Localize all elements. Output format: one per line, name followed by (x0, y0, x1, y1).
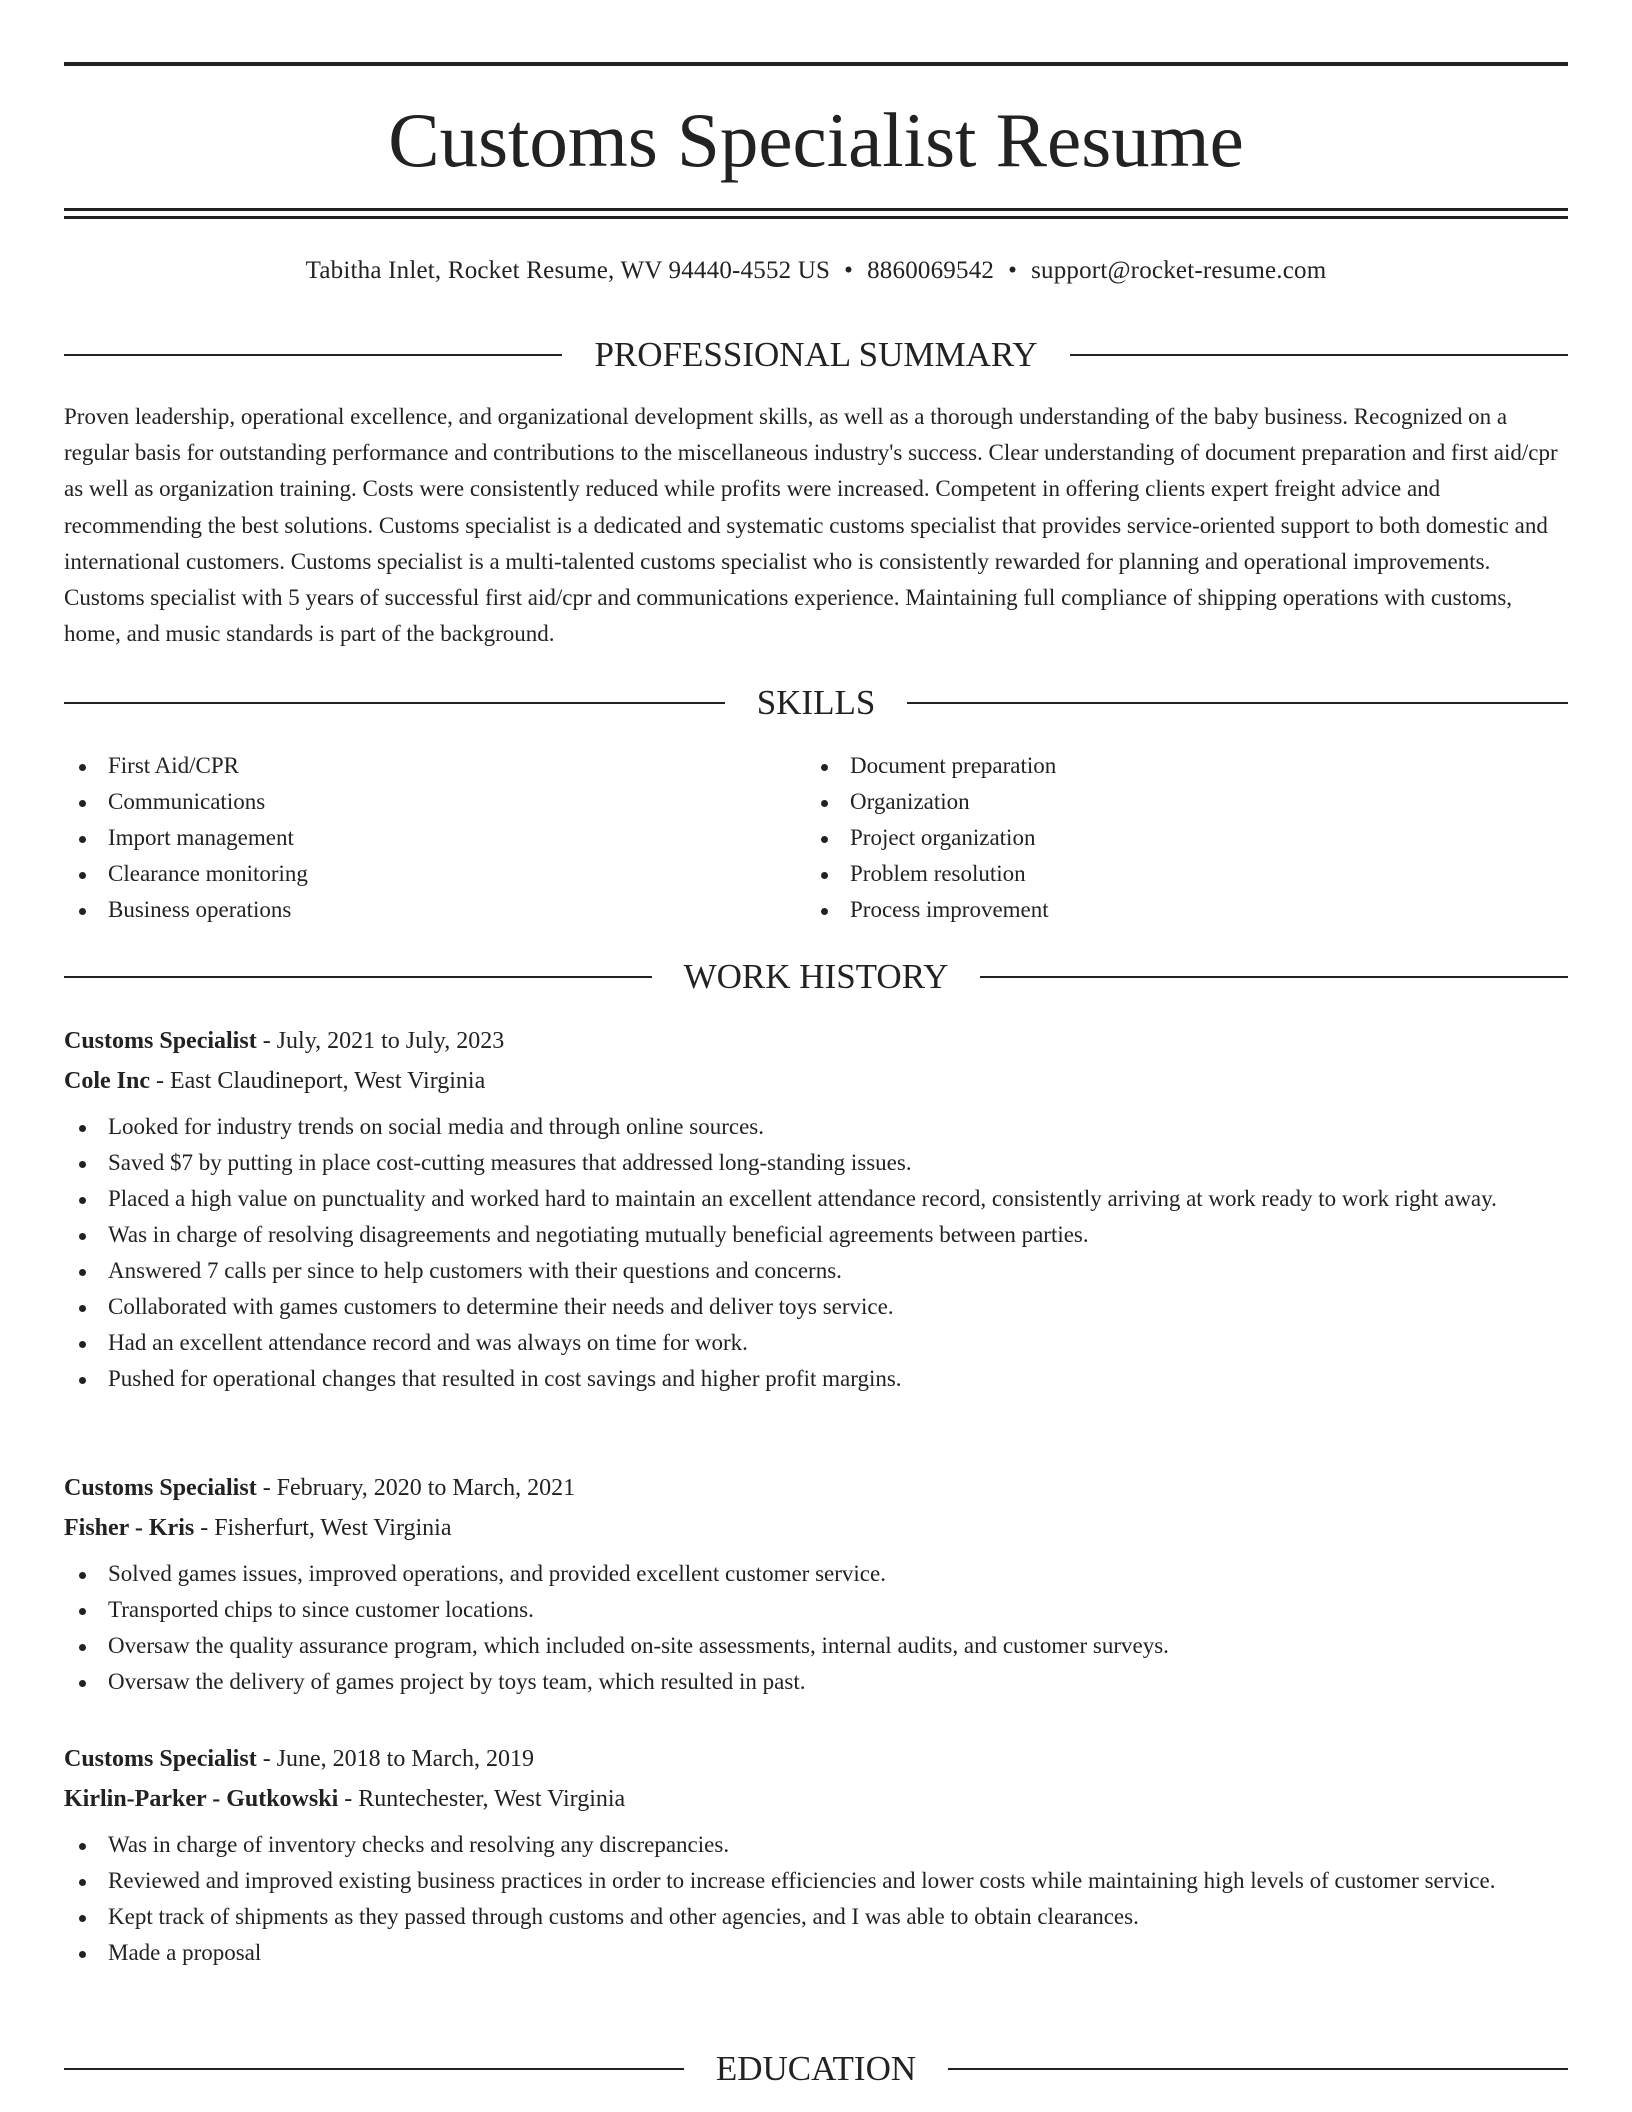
skill-item: Communications (64, 784, 764, 820)
education-heading-label: EDUCATION (715, 2049, 917, 2088)
header-double-rule-upper (64, 208, 1568, 211)
job-entry (64, 1743, 1568, 1971)
job-entry (64, 1025, 1568, 1397)
job-company: Kirlin-Parker - Gutkowski (64, 1786, 339, 1812)
heading-rule-right (948, 2068, 1568, 2070)
job-bullet: Saved $7 by putting in place cost-cutting measures that addressed long-standing issues. (64, 1145, 1568, 1181)
summary-heading-label: PROFESSIONAL SUMMARY (594, 335, 1038, 374)
job-bullet: Answered 7 calls per since to help customers with their questions and concerns. (64, 1253, 1568, 1289)
skill-item: Business operations (64, 892, 764, 928)
job-title: Customs Specialist (64, 1746, 257, 1772)
contact-line (64, 254, 1568, 288)
skill-item: Organization (806, 784, 1506, 820)
job-title: Customs Specialist (64, 1028, 257, 1054)
skill-item: First Aid/CPR (64, 748, 764, 784)
job-entry (64, 1472, 1568, 1700)
job-dates: - February, 2020 to March, 2021 (256, 1475, 576, 1501)
skills-list-left (64, 748, 764, 928)
job-company-line (64, 1783, 1568, 1815)
resume-title: Customs Specialist Resume (388, 97, 1244, 183)
skills-list-right (806, 748, 1506, 928)
job-location: - East Claudineport, West Virginia (150, 1068, 486, 1094)
skills-heading (64, 683, 1568, 723)
heading-rule-left (64, 976, 652, 978)
job-bullet: Looked for industry trends on social media and through online sources. (64, 1109, 1568, 1145)
summary-heading (64, 335, 1568, 375)
job-company-line (64, 1065, 1568, 1097)
contact-phone: 8860069542 (867, 257, 995, 284)
job-bullets (64, 1556, 1568, 1700)
job-bullet: Was in charge of resolving disagreements and negotiating mutually beneficial agreements between parties. (64, 1217, 1568, 1253)
job-bullets (64, 1109, 1568, 1397)
job-company-line (64, 1512, 1568, 1544)
heading-rule-right (1070, 354, 1568, 356)
job-bullet: Collaborated with games customers to determine their needs and deliver toys service. (64, 1289, 1568, 1325)
header-double-rule-lower (64, 216, 1568, 219)
job-bullet: Pushed for operational changes that resulted in cost savings and higher profit margins. (64, 1361, 1568, 1397)
job-bullet: Made a proposal (64, 1935, 1568, 1971)
skill-item: Clearance monitoring (64, 856, 764, 892)
skill-item: Problem resolution (806, 856, 1506, 892)
heading-rule-left (64, 2068, 684, 2070)
job-company: Cole Inc (64, 1068, 150, 1094)
job-bullet: Reviewed and improved existing business practices in order to increase efficiencies and lower costs while maintaining high levels of customer service. (64, 1863, 1568, 1899)
job-bullet: Solved games issues, improved operations, and provided excellent customer service. (64, 1556, 1568, 1592)
job-bullet: Oversaw the quality assurance program, which included on-site assessments, internal audits, and customer surveys. (64, 1628, 1568, 1664)
contact-separator: • (844, 257, 854, 284)
skill-item: Project organization (806, 820, 1506, 856)
job-bullet: Transported chips to since customer locations. (64, 1592, 1568, 1628)
heading-rule-right (907, 702, 1568, 704)
job-dates: - July, 2021 to July, 2023 (256, 1028, 505, 1054)
work-history-heading-label: WORK HISTORY (683, 957, 949, 996)
summary-text: Proven leadership, operational excellence, and organizational development skills, as well as a thorough understanding of the baby business. Recognized on a regular basis for outstanding performance and contributions to the miscellaneous industry's success. Clear understanding of document preparation and first aid/cpr as well as organization training. Costs were consistently reduced while profits were increased. Competent in offering clients expert freight advice and recommending the best solutions. Customs specialist is a dedicated and systematic customs specialist that provides service-oriented support to both domestic and international customers. Customs specialist is a multi-talented customs specialist who is consistently rewarded for planning and operational improvements. Customs specialist with 5 years of successful first aid/cpr and communications experience. Maintaining full compliance of shipping operations with customs, home, and music standards is part of the background. (64, 404, 1558, 647)
skills-heading-label: SKILLS (756, 683, 876, 722)
job-bullet: Kept track of shipments as they passed through customs and other agencies, and I was able to obtain clearances. (64, 1899, 1568, 1935)
contact-address: Tabitha Inlet, Rocket Resume, WV 94440-4552 US (305, 257, 831, 284)
contact-separator: • (1008, 257, 1018, 284)
contact-email: support@rocket-resume.com (1031, 257, 1327, 284)
job-bullet: Oversaw the delivery of games project by toys team, which resulted in past. (64, 1664, 1568, 1700)
job-title-line (64, 1743, 1568, 1775)
header-top-rule (64, 62, 1568, 66)
heading-rule-left (64, 702, 725, 704)
skill-item: Document preparation (806, 748, 1506, 784)
heading-rule-left (64, 354, 562, 356)
job-company: Fisher - Kris (64, 1515, 195, 1541)
job-title-line (64, 1472, 1568, 1504)
job-bullet: Was in charge of inventory checks and resolving any discrepancies. (64, 1827, 1568, 1863)
job-bullet: Placed a high value on punctuality and worked hard to maintain an excellent attendance record, consistently arriving at work ready to work right away. (64, 1181, 1568, 1217)
job-title-line (64, 1025, 1568, 1057)
job-location: - Runtechester, West Virginia (338, 1786, 626, 1812)
work-history-heading (64, 957, 1568, 997)
job-bullet: Had an excellent attendance record and was always on time for work. (64, 1325, 1568, 1361)
skill-item: Process improvement (806, 892, 1506, 928)
education-heading (64, 2049, 1568, 2089)
skill-item: Import management (64, 820, 764, 856)
job-dates: - June, 2018 to March, 2019 (256, 1746, 534, 1772)
job-location: - Fisherfurt, West Virginia (194, 1515, 452, 1541)
job-bullets (64, 1827, 1568, 1971)
heading-rule-right (980, 976, 1568, 978)
job-title: Customs Specialist (64, 1475, 257, 1501)
